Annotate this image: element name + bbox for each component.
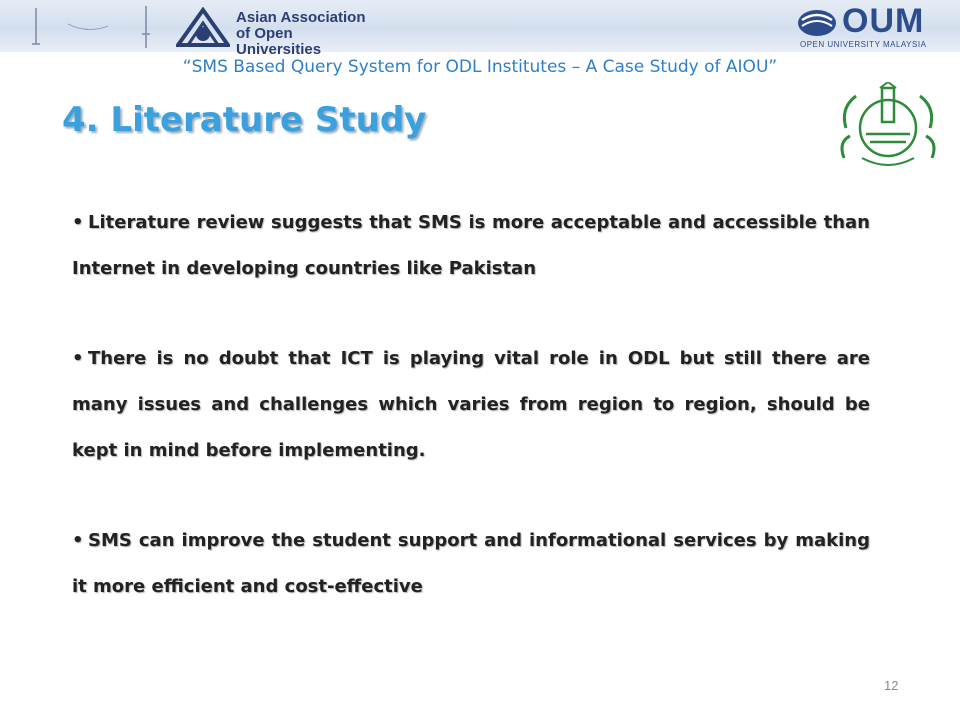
oum-logo-icon [796,8,838,38]
aaou-logo-icon [176,7,230,47]
oum-tagline: OPEN UNIVERSITY MALAYSIA [800,40,927,49]
page-title: 4. Literature Study [62,100,427,140]
bullet-text: There is no doubt that ICT is playing vital role in ODL but still there are many issues and challenges which varies from region to region, should be kept in mind before implementing. [72,348,870,461]
bullet-symbol: • [72,530,84,551]
header-banner [0,0,960,58]
oum-name: OUM [842,2,925,40]
list-item [72,336,870,474]
bullet-list [72,200,870,610]
bullet-symbol: • [72,348,84,369]
aaou-name: Asian Association of Open Universities [236,9,366,58]
list-item [72,518,870,610]
bullet-symbol: • [72,212,84,233]
presentation-subtitle: “SMS Based Query System for ODL Institutes – A Case Study of AIOU” [182,57,778,77]
aiou-emblem-icon [836,82,940,174]
banner-decoration-icon [28,4,168,50]
page-number: 12 [884,678,899,693]
list-item [72,200,870,292]
bullet-text: Literature review suggests that SMS is more acceptable and accessible than Internet in developing countries like Pakistan [72,212,870,279]
bullet-text: SMS can improve the student support and informational services by making it more efficient and cost-effective [72,530,870,597]
